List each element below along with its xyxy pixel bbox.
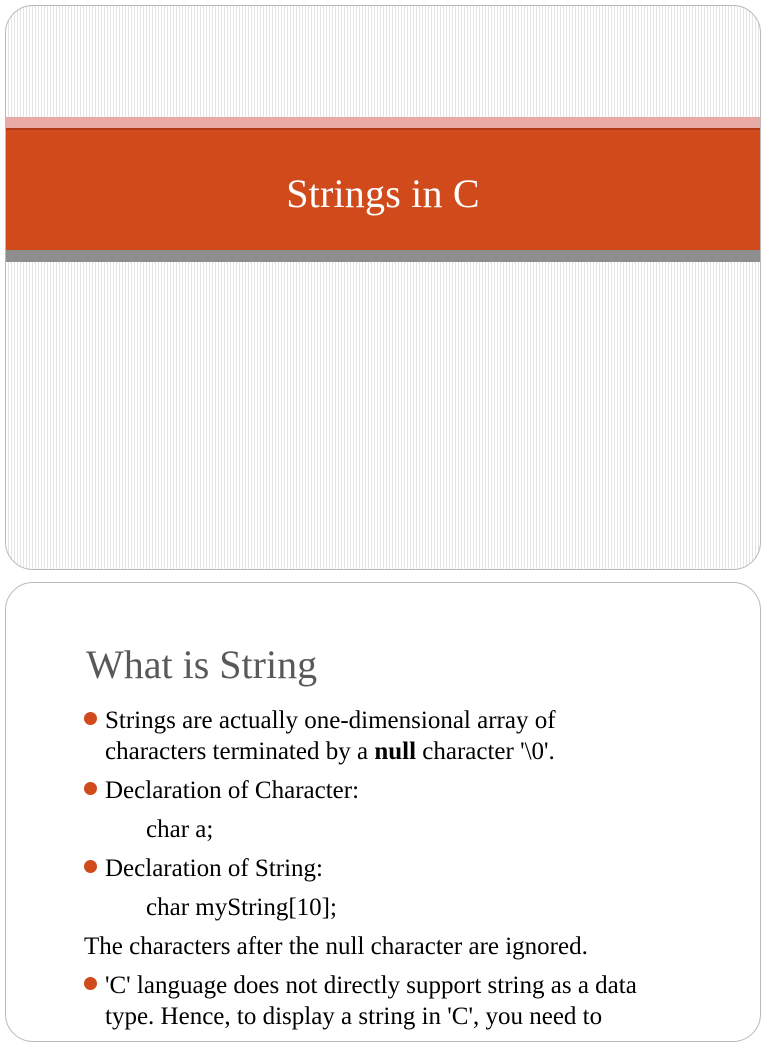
bullet-dot-icon <box>84 860 97 873</box>
title-band <box>6 128 760 250</box>
bullet-item <box>84 705 734 767</box>
bullet-text <box>105 705 734 767</box>
bullet-line-part: characters terminated by a <box>105 738 375 765</box>
slide-body <box>84 705 734 1040</box>
bullet-dot-icon <box>84 782 97 795</box>
bullet-dot-icon <box>84 712 97 725</box>
bullet-item <box>84 853 734 884</box>
title-slide <box>5 5 761 570</box>
code-line: char myString[10]; <box>146 894 337 921</box>
bullet-text: Declaration of Character: <box>105 777 360 804</box>
bullet-line: 'C' language does not directly support string as a data <box>105 972 637 999</box>
slide-title: Strings in C <box>286 170 480 216</box>
slide-heading: What is String <box>86 642 318 687</box>
bold-text-null: null <box>374 738 417 765</box>
title-band-top-stripe <box>6 117 760 128</box>
bullet-line: type. Hence, to display a string in 'C', you need to <box>105 1003 603 1030</box>
bullet-dot-icon <box>84 977 97 990</box>
bullet-line-part: character '\0'. <box>416 738 555 765</box>
bullet-item <box>84 775 734 806</box>
bullet-item <box>84 970 734 1032</box>
title-band-bottom-stripe <box>6 250 760 262</box>
bullet-line: Strings are actually one-dimensional array of <box>105 707 556 734</box>
bullet-text <box>105 970 734 1032</box>
content-slide <box>5 582 761 1042</box>
bullet-text: Declaration of String: <box>105 855 323 882</box>
body-text: The characters after the null character are ignored. <box>84 933 588 960</box>
code-line: char a; <box>146 816 214 843</box>
